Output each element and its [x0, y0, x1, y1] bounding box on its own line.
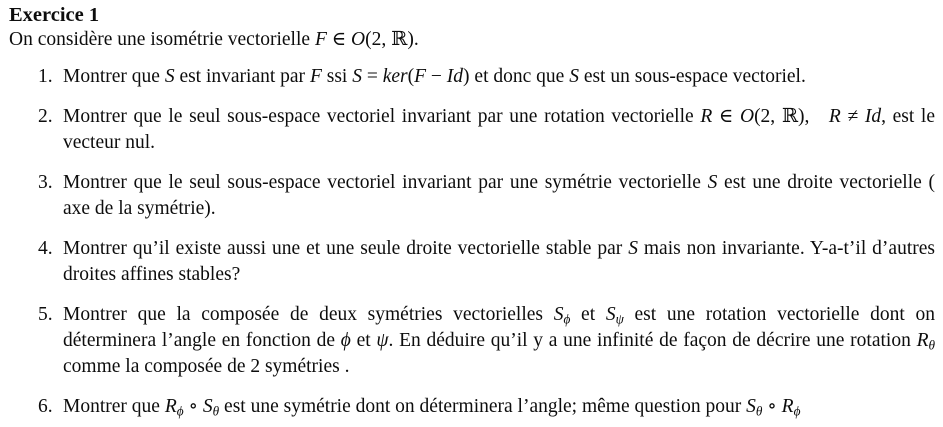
question-text — [63, 236, 935, 288]
question-text — [63, 104, 935, 156]
text-run: ∘ — [762, 396, 782, 417]
math-symbol: F — [414, 66, 427, 87]
math-symbol: S — [352, 66, 362, 87]
text-run: et — [350, 330, 377, 351]
math-symbol: S — [605, 304, 616, 325]
math-symbol: ϕ — [176, 403, 184, 419]
question-number: 4. — [38, 238, 53, 259]
text-run: Montrer que — [63, 396, 165, 417]
text-run: Montrer que le seul sous-espace vectoriel invariant par une rotation vectorielle — [63, 106, 701, 127]
exercise-title: Exercice 1 — [9, 4, 100, 26]
question-item — [9, 170, 935, 222]
text-run: = — [361, 66, 383, 87]
text-run: Montrer que le seul sous-espace vectoriel invariant par une symétrie vectorielle — [63, 172, 708, 193]
math-symbol: θ — [212, 403, 220, 419]
math-symbol: ψ — [376, 330, 389, 351]
question-number: 6. — [38, 396, 53, 417]
text-run: Montrer que la composée de deux symétries vectorielles — [63, 304, 554, 325]
math-symbol: θ — [928, 337, 935, 353]
text-run: On considère une isométrie vectorielle — [9, 29, 315, 50]
question-number: 5. — [38, 304, 53, 325]
math-symbol: θ — [755, 403, 763, 419]
question-list — [9, 64, 935, 420]
question-item — [9, 64, 935, 90]
math-symbol: F — [314, 29, 327, 50]
question-number: 1. — [38, 66, 53, 87]
math-symbol: ker — [382, 66, 408, 87]
text-run: ∈ — [326, 29, 352, 50]
math-symbol: O — [739, 106, 755, 127]
question-item — [9, 104, 935, 156]
math-symbol: Id — [446, 66, 464, 87]
math-symbol: ψ — [615, 311, 624, 327]
math-symbol: S — [553, 304, 564, 325]
math-symbol: S — [569, 66, 579, 87]
question-text — [63, 394, 935, 420]
math-symbol: R — [828, 106, 841, 127]
text-run: et — [570, 304, 606, 325]
math-symbol: F — [309, 66, 322, 87]
math-symbol: S — [746, 396, 756, 417]
text-run: . En déduire qu’il y a une infinité de façon de décrire une rotation — [388, 330, 917, 351]
math-symbol: ϕ — [563, 311, 571, 327]
intro-text — [9, 27, 935, 53]
text-run: est un sous-espace vectoriel. — [578, 66, 806, 87]
question-number: 3. — [38, 172, 53, 193]
math-symbol: S — [164, 66, 175, 87]
text-run: ∈ — [712, 106, 740, 127]
text-run: est invariant par — [174, 66, 310, 87]
text-run: ∘ — [183, 396, 203, 417]
math-symbol: R — [700, 106, 713, 127]
text-run: ≠ — [840, 106, 865, 127]
math-symbol: S — [707, 172, 718, 193]
math-symbol: Id — [864, 106, 882, 127]
text-run: Montrer que — [63, 66, 165, 87]
question-item — [9, 302, 935, 380]
math-symbol: R — [916, 330, 929, 351]
text-run: (2, ℝ). — [365, 29, 419, 50]
math-symbol: S — [628, 238, 638, 259]
text-run: ) et donc que — [463, 66, 570, 87]
text-run: ssi — [321, 66, 353, 87]
math-symbol: ϕ — [793, 403, 801, 419]
math-symbol: R — [781, 396, 794, 417]
math-symbol: R — [164, 396, 177, 417]
text-run: est une droite vectorielle ( axe de la symétrie). — [63, 172, 935, 219]
text-run: , est le vecteur nul. — [63, 106, 935, 153]
question-item — [9, 236, 935, 288]
math-symbol: ϕ — [340, 330, 351, 351]
text-run: (2, ℝ), — [754, 106, 829, 127]
text-run: ( — [407, 66, 415, 87]
question-text — [63, 64, 935, 90]
question-text — [63, 170, 935, 222]
text-run: est une rotation vectorielle dont on déterminera l’angle en fonction de — [63, 304, 936, 351]
question-text — [63, 302, 935, 380]
math-symbol: S — [202, 396, 213, 417]
math-symbol: O — [351, 29, 366, 50]
question-item — [9, 394, 935, 420]
text-run: comme la composée de 2 symétries . — [63, 356, 350, 377]
text-run: − — [426, 66, 447, 87]
question-number: 2. — [38, 106, 53, 127]
text-run: Montrer qu’il existe aussi une et une seule droite vectorielle stable par — [63, 238, 629, 259]
text-run: est une symétrie dont on déterminera l’angle; même question pour — [219, 396, 747, 417]
text-run: mais non invariante. Y-a-t’il d’autres droites affines stables? — [63, 238, 935, 285]
